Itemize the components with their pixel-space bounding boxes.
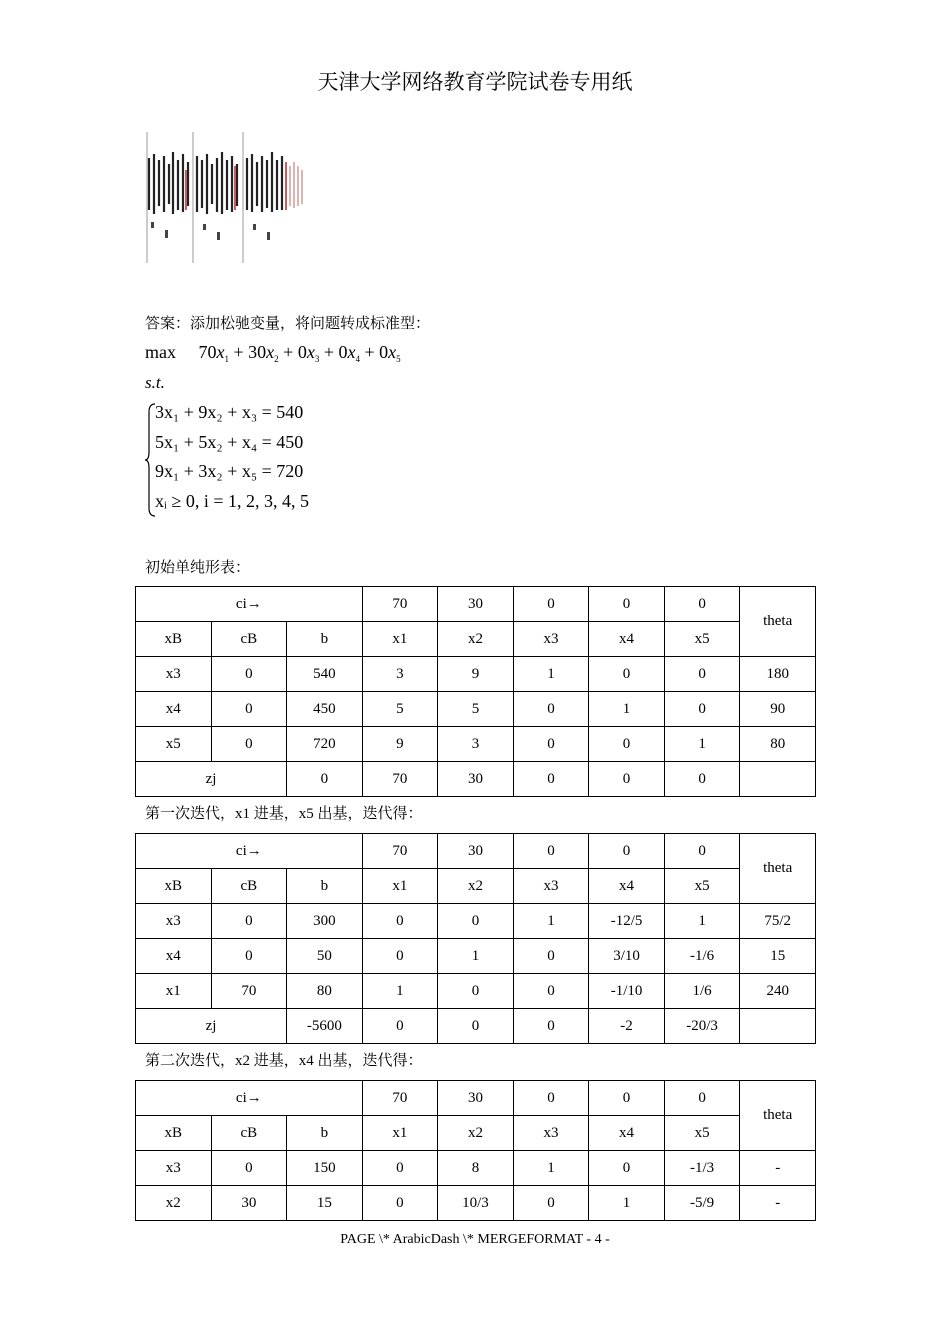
column-header: x4 <box>589 622 665 657</box>
table-cell: 1 <box>362 974 438 1009</box>
table-cell: 0 <box>589 727 665 762</box>
table-cell: 0 <box>362 904 438 939</box>
table-cell: 0 <box>211 904 287 939</box>
table-cell: 240 <box>740 974 816 1009</box>
column-header: cB <box>211 622 287 657</box>
table-row <box>136 657 816 692</box>
table-cell: 0 <box>513 692 589 727</box>
column-header: x2 <box>438 622 514 657</box>
c-value: 30 <box>438 1081 514 1116</box>
table-cell: 75/2 <box>740 904 816 939</box>
zj-label: zj <box>136 1009 287 1044</box>
column-header: x5 <box>664 622 740 657</box>
table-row <box>136 622 816 657</box>
table-cell: 5 <box>438 692 514 727</box>
table-cell: 0 <box>211 692 287 727</box>
table-cell: 1 <box>664 727 740 762</box>
table-cell: -5600 <box>287 1009 363 1044</box>
column-header: b <box>287 1116 363 1151</box>
table-cell: 8 <box>438 1151 514 1186</box>
table-cell: -2 <box>589 1009 665 1044</box>
table-cell: 0 <box>513 974 589 1009</box>
table-cell: - <box>740 1186 816 1221</box>
objective-term: $30x_2$ + <box>248 342 294 364</box>
iteration-2-caption: 第二次迭代，x2 进基，x4 出基，迭代得： <box>145 1053 423 1069</box>
table-cell: 1 <box>589 1186 665 1221</box>
table-cell: x1 <box>136 974 212 1009</box>
column-header: xB <box>136 1116 212 1151</box>
objective-term: $0x_5$ <box>379 342 401 364</box>
answer-intro: 答案：添加松驰变量，将问题转成标准型： <box>145 316 431 332</box>
table-row <box>136 939 816 974</box>
table-row <box>136 692 816 727</box>
table-cell: 150 <box>287 1151 363 1186</box>
theta-header: theta <box>740 834 816 904</box>
constraint-1: 3x₁ + 9x₂ + x₃ = 540 <box>155 402 304 422</box>
theta-header: theta <box>740 1081 816 1151</box>
page-title: 天津大学网络教育学院试卷专用纸 <box>317 70 633 94</box>
table-cell: -20/3 <box>664 1009 740 1044</box>
table-cell: 3 <box>362 657 438 692</box>
c-value: 0 <box>513 834 589 869</box>
column-header: x4 <box>589 869 665 904</box>
table-cell: 1/6 <box>664 974 740 1009</box>
table-cell: x4 <box>136 692 212 727</box>
constraint-2: 5x₁ + 5x₂ + x₄ = 450 <box>155 432 304 452</box>
table-cell: 1 <box>513 904 589 939</box>
table-cell: 0 <box>362 1186 438 1221</box>
table-cell: 0 <box>362 1009 438 1044</box>
table-cell: 30 <box>211 1186 287 1221</box>
table-cell: 1 <box>513 657 589 692</box>
column-header: x3 <box>513 869 589 904</box>
subject-to-label: s.t. <box>145 373 165 392</box>
c-value: 30 <box>438 587 514 622</box>
table-cell: 9 <box>362 727 438 762</box>
table-cell: 300 <box>287 904 363 939</box>
objective-function <box>145 342 401 363</box>
table-cell: 80 <box>740 727 816 762</box>
table-row <box>136 587 816 622</box>
table-cell: 15 <box>740 939 816 974</box>
column-header: x3 <box>513 622 589 657</box>
zj-row <box>136 762 816 797</box>
c-value: 70 <box>362 587 438 622</box>
table-cell: 1 <box>664 904 740 939</box>
table-cell: 0 <box>211 1151 287 1186</box>
table-row <box>136 974 816 1009</box>
c-value: 70 <box>362 834 438 869</box>
table-cell: 450 <box>287 692 363 727</box>
c-value: 70 <box>362 1081 438 1116</box>
compressed-formula-image <box>145 130 305 265</box>
c-value: 30 <box>438 834 514 869</box>
table-row <box>136 834 816 869</box>
table-cell: 10/3 <box>438 1186 514 1221</box>
c-value: 0 <box>513 587 589 622</box>
table-cell: -12/5 <box>589 904 665 939</box>
table-cell: 0 <box>664 762 740 797</box>
objective-term: $0x_4$ + <box>338 342 375 364</box>
table-cell: -1/3 <box>664 1151 740 1186</box>
table-cell: -1/6 <box>664 939 740 974</box>
table-cell: 50 <box>287 939 363 974</box>
column-header: x2 <box>438 1116 514 1151</box>
column-header: b <box>287 622 363 657</box>
table-cell: 5 <box>362 692 438 727</box>
table-cell: 0 <box>664 657 740 692</box>
column-header: x4 <box>589 1116 665 1151</box>
column-header: x1 <box>362 622 438 657</box>
table-cell: 0 <box>211 727 287 762</box>
table-row <box>136 869 816 904</box>
iteration-1-table <box>135 833 816 1044</box>
c-value: 0 <box>589 587 665 622</box>
table-cell: 90 <box>740 692 816 727</box>
table-cell: - <box>740 1151 816 1186</box>
column-header: x5 <box>664 1116 740 1151</box>
column-header: cB <box>211 1116 287 1151</box>
table-cell: 1 <box>438 939 514 974</box>
column-header: x3 <box>513 1116 589 1151</box>
table-row <box>136 1081 816 1116</box>
table-cell: 70 <box>211 974 287 1009</box>
iteration-1-caption: 第一次迭代，x1 进基，x5 出基，迭代得： <box>145 806 423 822</box>
table-cell: 0 <box>438 1009 514 1044</box>
c-value: 0 <box>589 1081 665 1116</box>
table-cell: 0 <box>438 904 514 939</box>
ci-label: ci→ <box>136 834 363 869</box>
table-cell <box>740 762 816 797</box>
table-cell: 70 <box>362 762 438 797</box>
table-row <box>136 1116 816 1151</box>
table-cell: 0 <box>664 692 740 727</box>
table-cell: 3/10 <box>589 939 665 974</box>
table-row <box>136 904 816 939</box>
c-value: 0 <box>664 1081 740 1116</box>
table-cell: 0 <box>211 939 287 974</box>
table-cell: 540 <box>287 657 363 692</box>
column-header: x1 <box>362 869 438 904</box>
ci-label: ci→ <box>136 1081 363 1116</box>
column-header: xB <box>136 869 212 904</box>
iteration-2-table <box>135 1080 816 1221</box>
table-cell: x5 <box>136 727 212 762</box>
table-cell: 0 <box>513 1009 589 1044</box>
table-cell: 0 <box>589 657 665 692</box>
initial-simplex-table <box>135 586 816 797</box>
table-cell <box>740 1009 816 1044</box>
table-cell: x2 <box>136 1186 212 1221</box>
column-header: x5 <box>664 869 740 904</box>
table-row <box>136 1186 816 1221</box>
column-header: x1 <box>362 1116 438 1151</box>
objective-term: $70x_1$ + <box>198 342 244 364</box>
initial-table-caption: 初始单纯形表： <box>145 560 251 576</box>
table-cell: 0 <box>513 727 589 762</box>
objective-term: $0x_3$ + <box>297 342 334 364</box>
table-cell: 180 <box>740 657 816 692</box>
ci-label: ci→ <box>136 587 363 622</box>
table-cell: 30 <box>438 762 514 797</box>
table-cell: -5/9 <box>664 1186 740 1221</box>
c-value: 0 <box>513 1081 589 1116</box>
table-cell: 0 <box>513 762 589 797</box>
table-cell: 1 <box>513 1151 589 1186</box>
table-cell: 0 <box>438 974 514 1009</box>
table-cell: 0 <box>589 762 665 797</box>
c-value: 0 <box>664 587 740 622</box>
table-cell: 15 <box>287 1186 363 1221</box>
table-cell: 9 <box>438 657 514 692</box>
c-value: 0 <box>664 834 740 869</box>
table-cell: 0 <box>589 1151 665 1186</box>
table-cell: x3 <box>136 904 212 939</box>
table-cell: 0 <box>513 1186 589 1221</box>
table-cell: 1 <box>589 692 665 727</box>
table-cell: 0 <box>211 657 287 692</box>
table-cell: 0 <box>362 939 438 974</box>
table-cell: 0 <box>513 939 589 974</box>
objective-label: max <box>145 342 176 362</box>
c-value: 0 <box>589 834 665 869</box>
zj-label: zj <box>136 762 287 797</box>
table-cell: x3 <box>136 1151 212 1186</box>
table-row <box>136 1151 816 1186</box>
table-row <box>136 727 816 762</box>
table-cell: 0 <box>287 762 363 797</box>
zj-row <box>136 1009 816 1044</box>
table-cell: 3 <box>438 727 514 762</box>
column-header: xB <box>136 622 212 657</box>
table-cell: x3 <box>136 657 212 692</box>
page-footer: PAGE \* ArabicDash \* MERGEFORMAT - 4 - <box>340 1232 610 1247</box>
nonnegativity-constraint: xᵢ ≥ 0, i = 1, 2, 3, 4, 5 <box>155 491 309 511</box>
table-cell: x4 <box>136 939 212 974</box>
column-header: x2 <box>438 869 514 904</box>
table-cell: 0 <box>362 1151 438 1186</box>
table-cell: 720 <box>287 727 363 762</box>
theta-header: theta <box>740 587 816 657</box>
column-header: b <box>287 869 363 904</box>
constraint-3: 9x₁ + 3x₂ + x₅ = 720 <box>155 461 304 481</box>
column-header: cB <box>211 869 287 904</box>
table-cell: 80 <box>287 974 363 1009</box>
table-cell: -1/10 <box>589 974 665 1009</box>
